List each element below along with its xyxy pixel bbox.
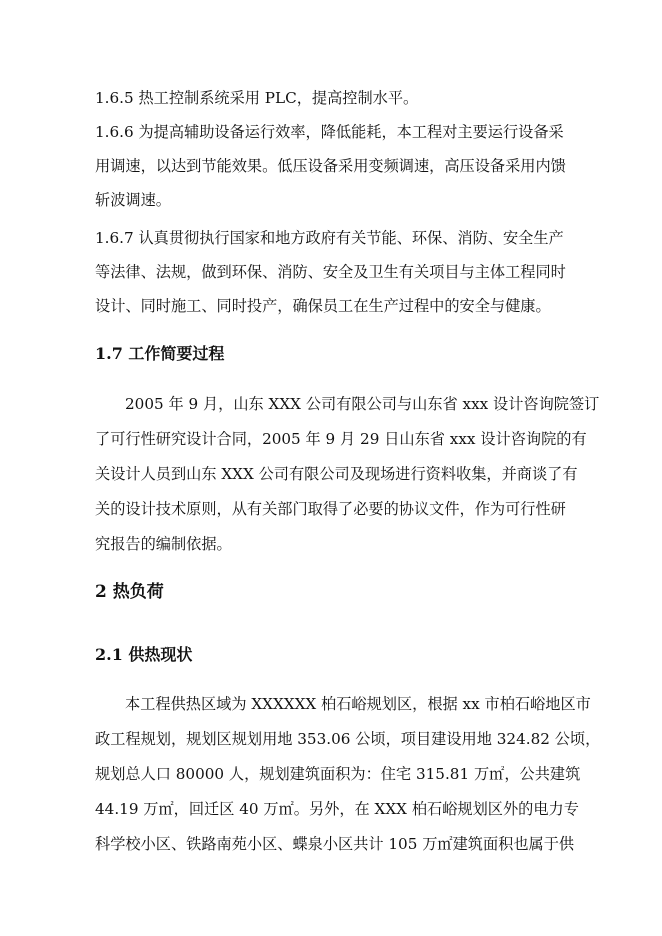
chapter-heading-2: 2 热负荷 [95,582,164,602]
paragraph-1-7-line-4: 关的设计技术原则，从有关部门取得了必要的协议文件，作为可行性研 [95,500,566,518]
paragraph-1-7-line-2: 了可行性研究设计合同，2005 年 9 月 29 日山东省 xxx 设计咨询院的有 [95,430,587,448]
clause-1-6-7-line-1: 1.6.7 认真贯彻执行国家和地方政府有关节能、环保、消防、安全生产 [95,229,564,247]
paragraph-1-7-line-5: 究报告的编制依据。 [95,535,232,553]
clause-1-6-7-line-3: 设计、同时施工、同时投产，确保员工在生产过程中的安全与健康。 [95,297,551,315]
paragraph-2-1-line-5: 科学校小区、铁路南苑小区、蝶泉小区共计 105 万㎡建筑面积也属于供 [95,835,575,853]
paragraph-1-7-line-3: 关设计人员到山东 XXX 公司有限公司及现场进行资料收集，并商谈了有 [95,465,578,483]
paragraph-2-1-line-3: 规划总人口 80000 人，规划建筑面积为：住宅 315.81 万㎡，公共建筑 [95,765,581,783]
paragraph-2-1-line-2: 政工程规划，规划区规划用地 353.06 公顷，项目建设用地 324.82 公顷， [95,730,601,748]
clause-1-6-6-line-3: 斩波调速。 [95,191,171,209]
clause-1-6-7-line-2: 等法律、法规，做到环保、消防、安全及卫生有关项目与主体工程同时 [95,263,566,281]
clause-1-6-6-line-1: 1.6.6 为提高辅助设备运行效率，降低能耗，本工程对主要运行设备采 [95,123,564,141]
clause-1-6-6-line-2: 用调速，以达到节能效果。低压设备采用变频调速，高压设备采用内馈 [95,157,566,175]
paragraph-1-7-line-1: 2005 年 9 月，山东 XXX 公司有限公司与山东省 xxx 设计咨询院签订 [125,395,600,413]
section-heading-1-7: 1.7 工作简要过程 [95,344,225,363]
paragraph-2-1-line-4: 44.19 万㎡，回迁区 40 万㎡。另外，在 XXX 柏石峪规划区外的电力专 [95,800,579,818]
clause-1-6-5: 1.6.5 热工控制系统采用 PLC，提高控制水平。 [95,89,419,107]
section-heading-2-1: 2.1 供热现状 [95,645,193,664]
paragraph-2-1-line-1: 本工程供热区域为 XXXXXX 柏石峪规划区，根据 xx 市柏石峪地区市 [125,695,591,713]
